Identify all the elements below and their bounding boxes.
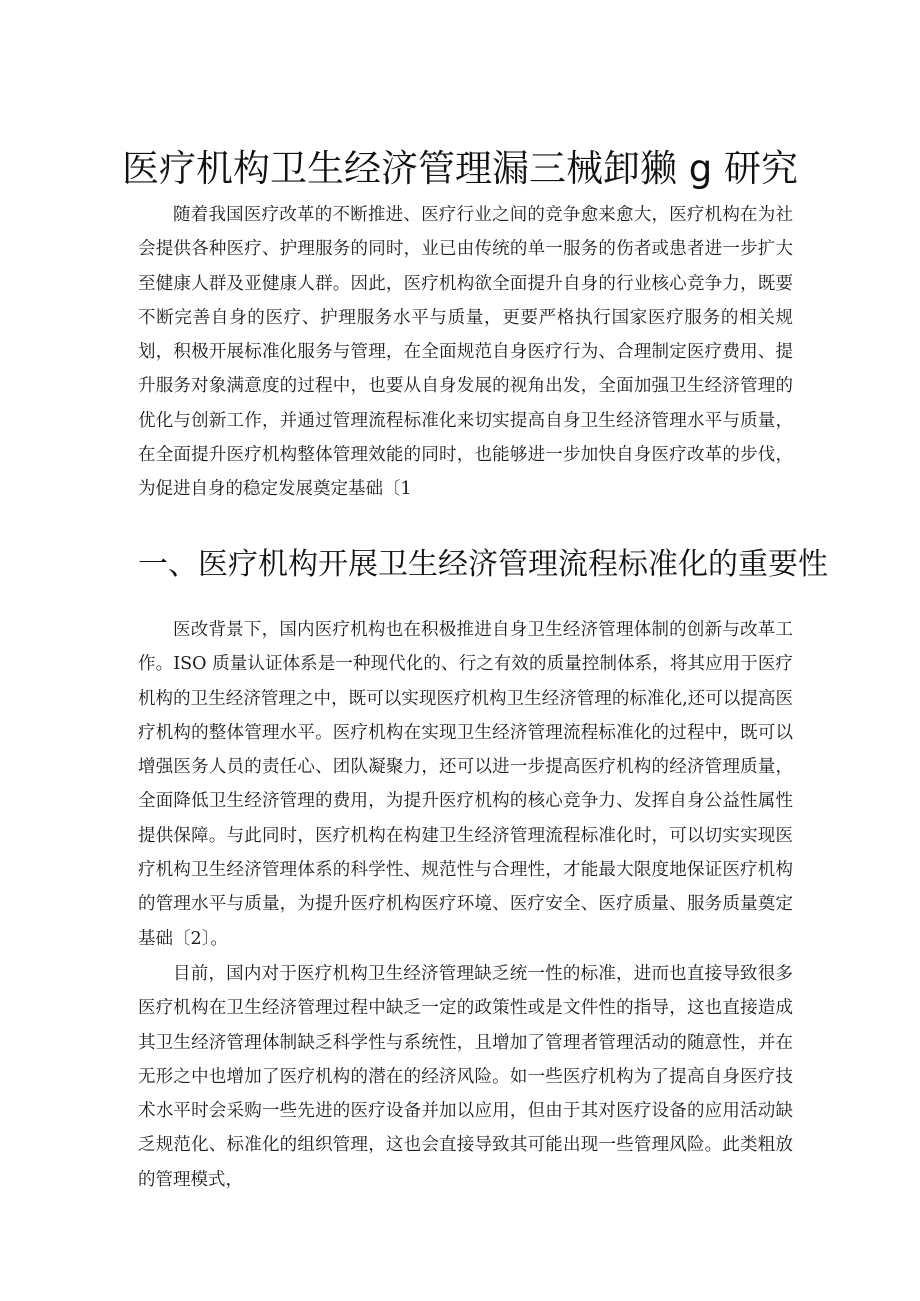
intro-paragraph: 随着我国医疗改革的不断推进、医疗行业之间的竞争愈来愈大，医疗机构在为社会提供各种医疗、护理服务的同时，业已由传统的单一服务的伤者或患者进一步扩大至健康人群及亚健康人群。因此，医疗机构欲全面提升自身的行业核心竞争力，既要不断完善自身的医疗、护理服务水平与质量，更要严格执行国家医疗服务的相关规划，积极开展标准化服务与管理，在全面规范自身医疗行为、合理制定医疗费用、提升服务对象满意度的过程中，也要从自身发展的视角出发，全面加强卫生经济管理的优化与创新工作，并通过管理流程标准化来切实提高自身卫生经济管理水平与质量，在全面提升医疗机构整体管理效能的同时，也能够进一步加快自身医疗改革的步伐，为促进自身的稳定发展奠定基础〔1: [138, 205, 793, 500]
document-title: 医疗机构卫生经济管理漏三械卸獭 g 研究: [121, 146, 798, 190]
body-paragraph-1: 医改背景下，国内医疗机构也在积极推进自身卫生经济管理体制的创新与改革工作。ISO 质量认证体系是一种现代化的、行之有效的质量控制体系，将其应用于医疗机构的卫生经济管理之中，既可以实现医疗机构卫生经济管理的标准化,还可以提高医疗机构的整体管理水平。医疗机构在实现卫生经济管理流程标准化的过程中，既可以增强医务人员的责任心、团队凝聚力，还可以进一步提高医疗机构的经济管理质量，全面降低卫生经济管理的费用，为提升医疗机构的核心竞争力、发挥自身公益性属性提供保障。与此同时，医疗机构在构建卫生经济管理流程标准化时，可以切实实现医疗机构卫生经济管理体系的科学性、规范性与合理性，才能最大限度地保证医疗机构的管理水平与质量，为提升医疗机构医疗环境、医疗安全、医疗质量、服务质量奠定基础〔2〕。: [138, 620, 793, 949]
body-paragraph-2: 目前，国内对于医疗机构卫生经济管理缺乏统一性的标准，进而也直接导致很多医疗机构在卫生经济管理过程中缺乏一定的政策性或是文件性的指导，这也直接造成其卫生经济管理体制缺乏科学性与系统性，且增加了管理者管理活动的随意性，并在无形之中也增加了医疗机构的潜在的经济风险。如一些医疗机构为了提高自身医疗技术水平时会采购一些先进的医疗设备并加以应用，但由于其对医疗设备的应用活动缺乏规范化、标准化的组织管理，这也会直接导致其可能出现一些管理风险。此类粗放的管理模式，: [138, 964, 793, 1190]
section-heading: 一、医疗机构开展卫生经济管理流程标准化的重要性: [138, 547, 828, 582]
